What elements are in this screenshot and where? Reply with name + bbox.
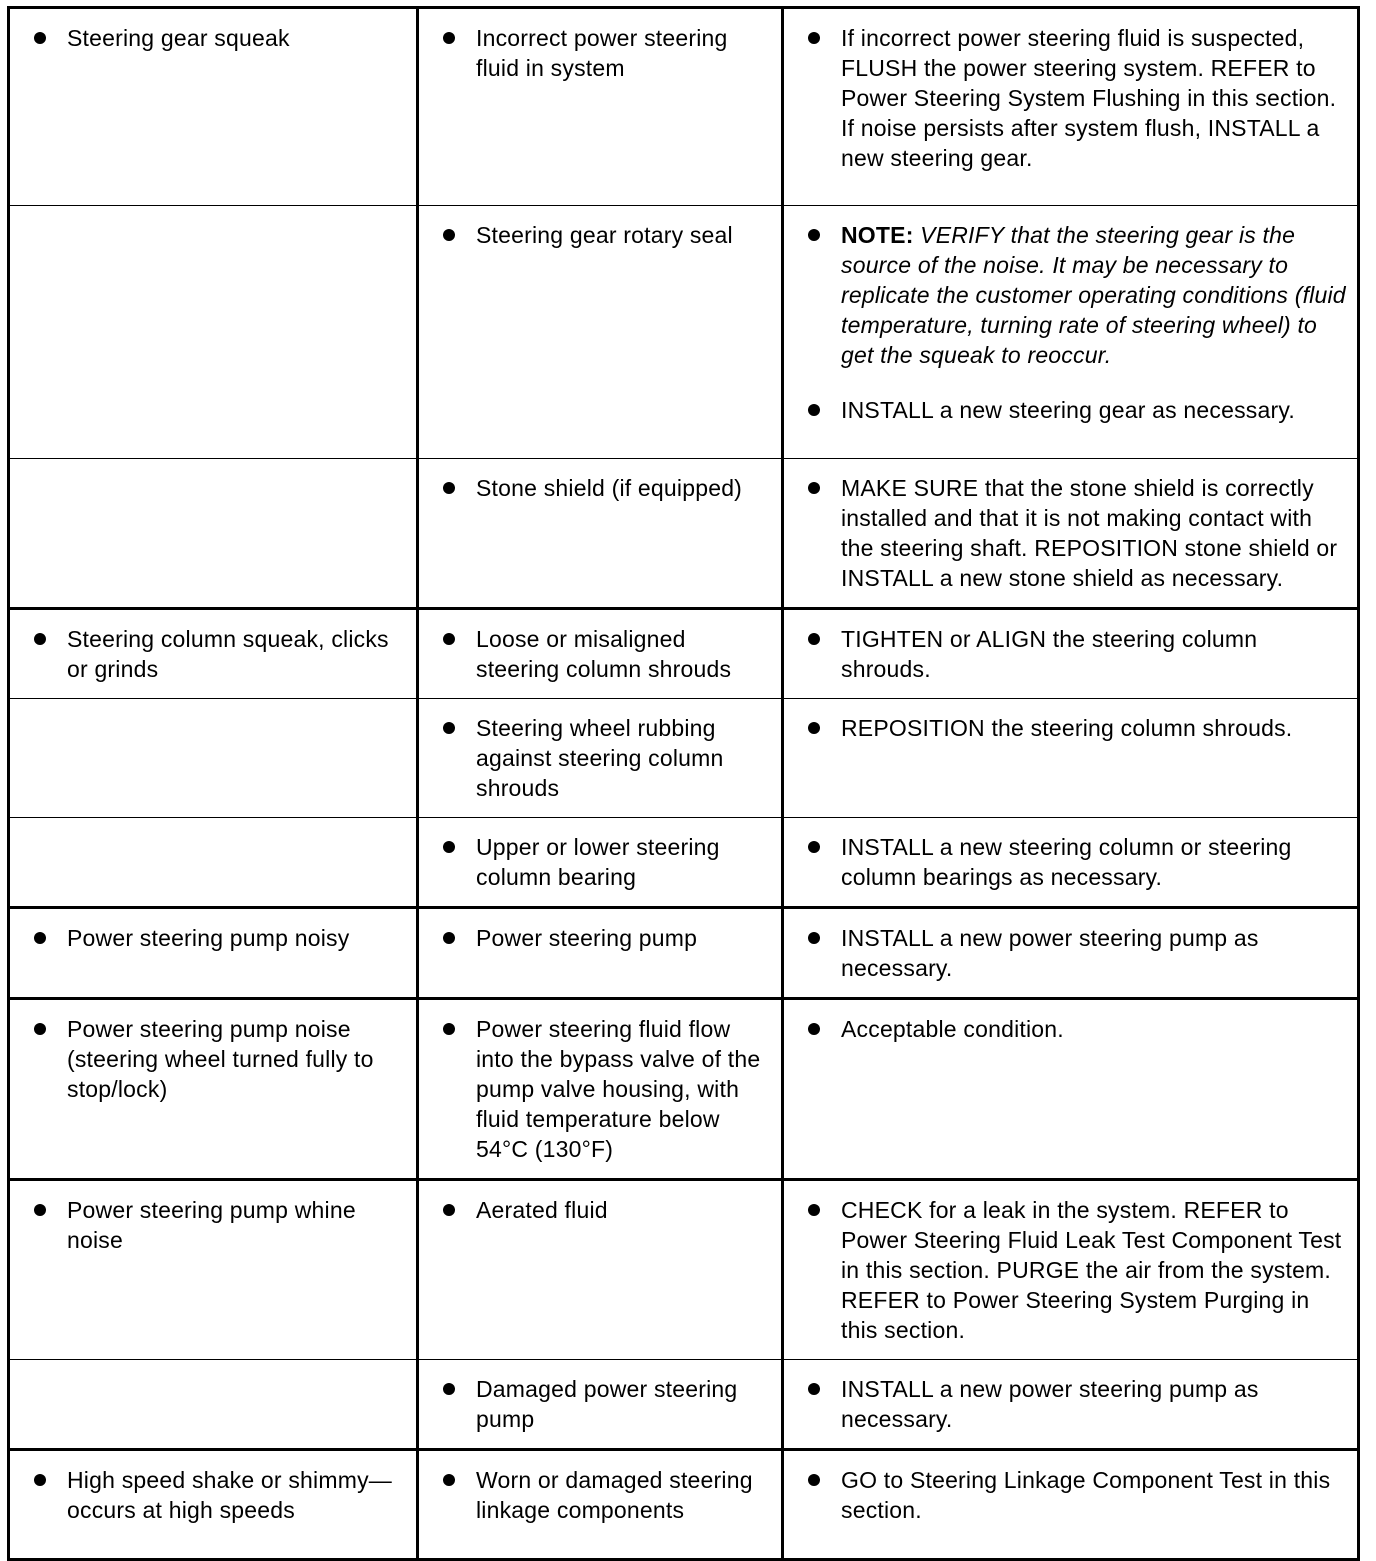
condition-cell <box>9 1180 418 1360</box>
condition-cell <box>9 1360 418 1450</box>
bullet-icon <box>808 1023 820 1035</box>
possible-source-cell <box>418 459 783 609</box>
action-item <box>784 395 1349 425</box>
condition-item <box>10 1014 408 1104</box>
bullet-icon <box>808 633 820 645</box>
diagnosis-table-container <box>7 6 1357 1561</box>
condition-cell <box>9 818 418 908</box>
table-row <box>9 206 1359 459</box>
bullet-icon <box>443 722 455 734</box>
bullet-icon <box>808 482 820 494</box>
condition-item <box>10 1195 408 1255</box>
action-item <box>784 832 1349 892</box>
possible-source-item <box>419 473 773 503</box>
action-item-text: MAKE SURE that the stone shield is correctly installed and that it is not making contact with the steering shaft. REPOSITION stone shield or INSTALL a new stone shield as necessary. <box>841 475 1338 591</box>
possible-source-cell <box>418 609 783 699</box>
action-item <box>784 1014 1349 1044</box>
action-cell <box>783 609 1359 699</box>
action-item-text: INSTALL a new power steering pump as necessary. <box>841 925 1259 981</box>
bullet-icon <box>443 32 455 44</box>
possible-source-cell <box>418 8 783 206</box>
condition-item-text: Power steering pump noise (steering wheel turned fully to stop/lock) <box>67 1016 374 1102</box>
action-cell <box>783 1450 1359 1560</box>
bullet-icon <box>808 722 820 734</box>
possible-source-item-text: Steering wheel rubbing against steering column shrouds <box>476 715 724 801</box>
bullet-icon <box>34 1204 46 1216</box>
possible-source-item <box>419 220 773 250</box>
bullet-icon <box>443 1023 455 1035</box>
action-item-text: INSTALL a new steering column or steering column bearings as necessary. <box>841 834 1292 890</box>
table-row <box>9 1180 1359 1360</box>
bullet-icon <box>808 229 820 241</box>
bullet-icon <box>443 633 455 645</box>
possible-source-cell <box>418 1360 783 1450</box>
condition-item-text: Steering gear squeak <box>67 25 290 51</box>
condition-item-text: High speed shake or shimmy— occurs at high speeds <box>67 1467 392 1523</box>
possible-source-item-text: Stone shield (if equipped) <box>476 475 743 501</box>
bullet-icon <box>443 1474 455 1486</box>
bullet-icon <box>808 841 820 853</box>
action-cell <box>783 908 1359 999</box>
possible-source-item-text: Incorrect power steering fluid in system <box>476 25 728 81</box>
table-row <box>9 8 1359 206</box>
bullet-icon <box>443 482 455 494</box>
action-item-text: Acceptable condition. <box>841 1016 1064 1042</box>
action-item <box>784 23 1349 173</box>
possible-source-item <box>419 923 773 953</box>
possible-source-item-text: Upper or lower steering column bearing <box>476 834 720 890</box>
action-item <box>784 624 1349 684</box>
possible-source-item <box>419 1465 773 1525</box>
symptom-chart-body <box>9 8 1359 1560</box>
bullet-icon <box>808 404 820 416</box>
possible-source-cell <box>418 908 783 999</box>
possible-source-item-text: Power steering fluid flow into the bypass valve of the pump valve housing, with fluid temperature below 54°C (130°F) <box>476 1016 761 1162</box>
table-row <box>9 1450 1359 1560</box>
condition-item <box>10 1465 408 1525</box>
condition-cell <box>9 8 418 206</box>
condition-cell <box>9 1450 418 1560</box>
condition-cell <box>9 699 418 818</box>
possible-source-item <box>419 832 773 892</box>
possible-source-cell <box>418 206 783 459</box>
note-label: NOTE: <box>841 222 914 248</box>
action-item-text: GO to Steering Linkage Component Test in this section. <box>841 1467 1331 1523</box>
action-cell <box>783 8 1359 206</box>
condition-cell <box>9 908 418 999</box>
condition-cell <box>9 459 418 609</box>
bullet-icon <box>443 841 455 853</box>
note-text: VERIFY that the steering gear is the source of the noise. It may be necessary to replicate the customer operating conditions (fluid temperature, turning rate of steering wheel) to get the squeak to reoccur. <box>841 222 1346 368</box>
possible-source-item <box>419 23 773 83</box>
possible-source-cell <box>418 1450 783 1560</box>
condition-item <box>10 23 408 53</box>
action-cell <box>783 1360 1359 1450</box>
condition-item <box>10 923 408 953</box>
possible-source-item-text: Damaged power steering pump <box>476 1376 738 1432</box>
action-cell <box>783 999 1359 1180</box>
possible-source-item <box>419 624 773 684</box>
possible-source-cell <box>418 1180 783 1360</box>
action-item <box>784 1465 1349 1525</box>
action-item <box>784 473 1349 593</box>
table-row <box>9 609 1359 699</box>
possible-source-cell <box>418 999 783 1180</box>
action-item-text: INSTALL a new steering gear as necessary. <box>841 397 1295 423</box>
action-item-text: TIGHTEN or ALIGN the steering column shrouds. <box>841 626 1258 682</box>
bullet-icon <box>808 1474 820 1486</box>
possible-source-item-text: Worn or damaged steering linkage components <box>476 1467 753 1523</box>
condition-cell <box>9 999 418 1180</box>
possible-source-item <box>419 1374 773 1434</box>
bullet-icon <box>443 1383 455 1395</box>
action-cell <box>783 1180 1359 1360</box>
condition-item-text: Power steering pump whine noise <box>67 1197 356 1253</box>
table-row <box>9 908 1359 999</box>
action-cell <box>783 206 1359 459</box>
bullet-icon <box>443 932 455 944</box>
bullet-icon <box>34 32 46 44</box>
action-item <box>784 1374 1349 1434</box>
bullet-icon <box>34 932 46 944</box>
table-row <box>9 818 1359 908</box>
bullet-icon <box>34 1023 46 1035</box>
action-cell <box>783 699 1359 818</box>
action-cell <box>783 818 1359 908</box>
action-item-text: If incorrect power steering fluid is suspected, FLUSH the power steering system. REFER to Power Steering System Flushing in this section. If noise persists after system flush, INSTALL a new steering gear. <box>841 25 1337 171</box>
table-row <box>9 999 1359 1180</box>
possible-source-item-text: Loose or misaligned steering column shrouds <box>476 626 732 682</box>
bullet-icon <box>443 229 455 241</box>
action-item-text: REPOSITION the steering column shrouds. <box>841 715 1293 741</box>
bullet-icon <box>443 1204 455 1216</box>
possible-source-item-text: Aerated fluid <box>476 1197 608 1223</box>
condition-item-text: Steering column squeak, clicks or grinds <box>67 626 389 682</box>
action-item <box>784 923 1349 983</box>
bullet-icon <box>808 932 820 944</box>
bullet-icon <box>808 32 820 44</box>
condition-cell <box>9 609 418 699</box>
table-row <box>9 1360 1359 1450</box>
action-item <box>784 713 1349 743</box>
action-item <box>784 1195 1349 1345</box>
possible-source-cell <box>418 818 783 908</box>
action-item-text: CHECK for a leak in the system. REFER to Power Steering Fluid Leak Test Component Test in this section. PURGE the air from the system. REFER to Power Steering System Purging in this section. <box>841 1197 1342 1343</box>
condition-item <box>10 624 408 684</box>
possible-source-item <box>419 713 773 803</box>
bullet-icon <box>34 633 46 645</box>
bullet-icon <box>808 1204 820 1216</box>
bullet-icon <box>34 1474 46 1486</box>
possible-source-item-text: Steering gear rotary seal <box>476 222 733 248</box>
table-row <box>9 459 1359 609</box>
condition-cell <box>9 206 418 459</box>
table-row <box>9 699 1359 818</box>
condition-item-text: Power steering pump noisy <box>67 925 350 951</box>
possible-source-item-text: Power steering pump <box>476 925 698 951</box>
note-item <box>784 220 1349 370</box>
possible-source-item <box>419 1195 773 1225</box>
possible-source-cell <box>418 699 783 818</box>
action-cell <box>783 459 1359 609</box>
symptom-chart-table <box>7 6 1360 1561</box>
bullet-icon <box>808 1383 820 1395</box>
possible-source-item <box>419 1014 773 1164</box>
action-item-text: INSTALL a new power steering pump as necessary. <box>841 1376 1259 1432</box>
